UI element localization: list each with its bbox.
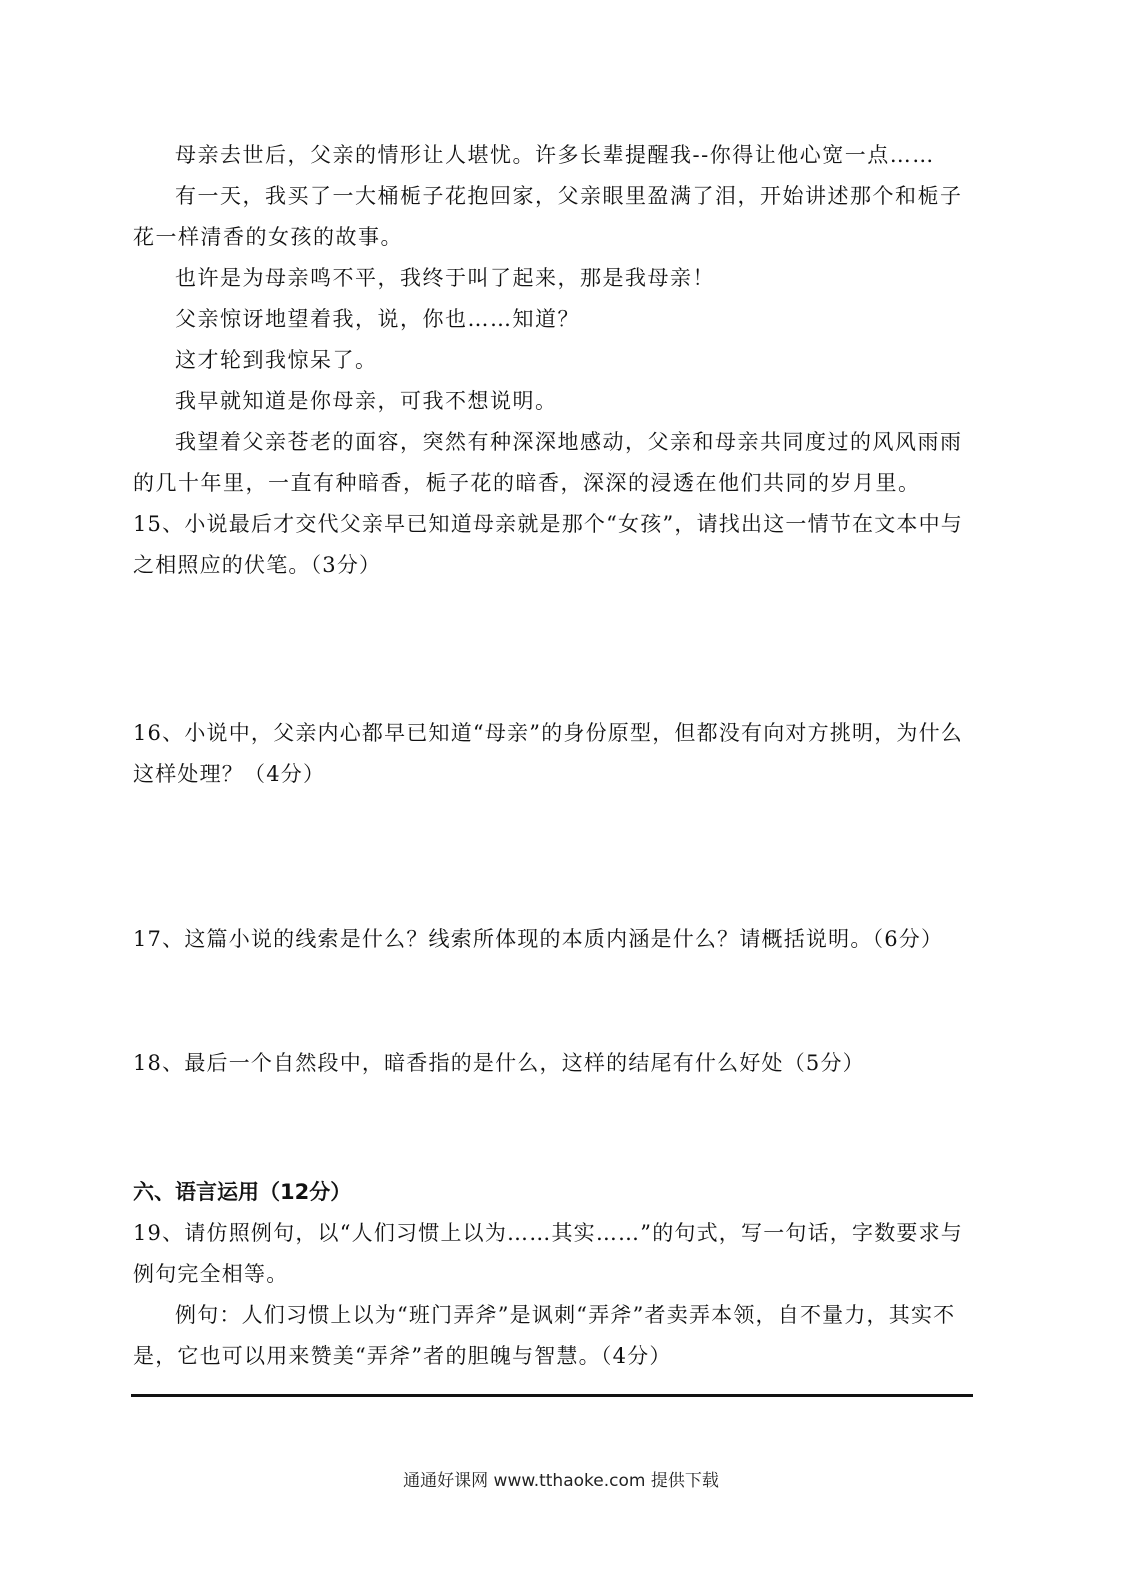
story-excerpt	[133, 135, 973, 504]
story-paragraph: 也许是为母亲鸣不平，我终于叫了起来，那是我母亲！	[175, 266, 715, 290]
story-paragraph: 有一天，我买了一大桶栀子花抱回家，父亲眼里盈满了泪，开始讲述那个和栀子花一样清香的女孩的故事。	[133, 184, 963, 249]
section-title: 六、语言运用（12分）	[133, 1180, 352, 1204]
question-16: 16、小说中，父亲内心都早已知道“母亲”的身份原型，但都没有向对方挑明，为什么这样处理？（4分）	[133, 721, 963, 786]
story-paragraph: 这才轮到我惊呆了。	[175, 348, 378, 372]
footer-divider	[131, 1394, 973, 1397]
story-paragraph: 我早就知道是你母亲，可我不想说明。	[175, 389, 558, 413]
answer-space	[133, 795, 973, 919]
example-sentence: 例句：人们习惯上以为“班门弄斧”是讽刺“弄斧”者卖弄本领，自不量力，其实不是，它也可以用来赞美“弄斧”者的胆魄与智慧。（4分）	[133, 1303, 956, 1368]
answer-space	[133, 960, 973, 1043]
story-paragraph: 母亲去世后，父亲的情形让人堪忧。许多长辈提醒我--你得让他心宽一点……	[175, 143, 935, 167]
footer-text: 通通好课网 www.tthaoke.com 提供下载	[403, 1471, 719, 1491]
answer-space	[133, 586, 973, 713]
answer-space	[133, 1084, 973, 1172]
document-page	[133, 135, 973, 1377]
question-18: 18、最后一个自然段中，暗香指的是什么，这样的结尾有什么好处（5分）	[133, 1051, 865, 1075]
question-15: 15、小说最后才交代父亲早已知道母亲就是那个“女孩”，请找出这一情节在文本中与之相照应的伏笔。（3分）	[133, 512, 963, 577]
question-19: 19、请仿照例句，以“人们习惯上以为……其实……”的句式，写一句话，字数要求与例句完全相等。	[133, 1221, 963, 1286]
story-paragraph: 父亲惊讶地望着我，说，你也……知道？	[175, 307, 580, 331]
question-17: 17、这篇小说的线索是什么？线索所体现的本质内涵是什么？请概括说明。（6分）	[133, 927, 944, 951]
story-paragraph: 我望着父亲苍老的面容，突然有种深深地感动，父亲和母亲共同度过的风风雨雨的几十年里，一直有种暗香，栀子花的暗香，深深的浸透在他们共同的岁月里。	[133, 430, 963, 495]
